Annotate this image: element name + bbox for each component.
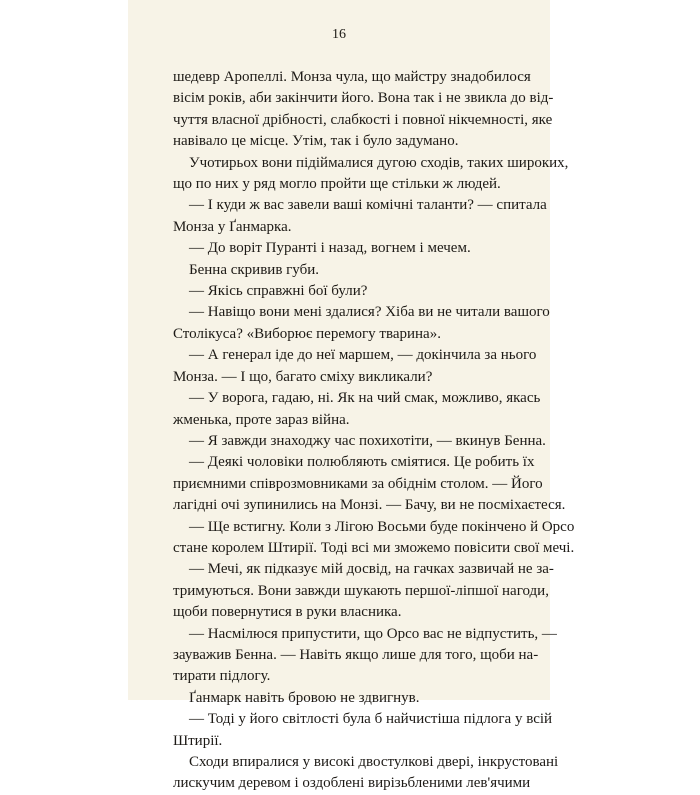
text-line: Сходи впиралися у високі двостулкові двері, інкрустовані	[189, 754, 559, 770]
text-line: — Мечі, як підказує мій досвід, на гачках зазвичай не за-	[189, 561, 554, 578]
text-line: тримуються. Вони завжди шукають першої-ліпшої нагоди,	[173, 582, 549, 599]
text-line: що по них у ряд могло пройти ще стільки ж людей.	[173, 176, 501, 193]
text-line: Штирії.	[173, 732, 223, 749]
text-line: — Ще встигну. Коли з Лігою Восьми буде покінчено й Орсо	[189, 518, 575, 535]
text-line: вісім років, аби закінчити його. Вона так і не звикла до від-	[173, 90, 554, 107]
text-line: чуття власної дрібності, слабкості і повної нікчемності, яке	[173, 111, 553, 128]
text-line: Монза. — І що, багато сміху викликали?	[173, 368, 433, 385]
text-line: — Насмілюся припустити, що Орсо вас не відпустить, —	[189, 625, 557, 642]
text-line: тирати підлогу.	[173, 668, 271, 685]
text-line: — Навіщо вони мені здалися? Хіба ви не читали вашого	[189, 304, 550, 321]
text-line: шедевр Аропеллі. Монза чула, що майстру знадобилося	[173, 69, 531, 85]
text-line: — У ворога, гадаю, ні. Як на чий смак, можливо, якась	[189, 390, 541, 407]
text-line: — До воріт Пуранті і назад, вогнем і мечем.	[189, 240, 471, 257]
text-line: стане королем Штирії. Тоді всі ми зможемо повісити свої мечі.	[173, 539, 575, 556]
text-line: Монза у Ґанмарка.	[173, 218, 292, 235]
text-line: лагідні очі зупинились на Монзі. — Бачу, ви не посміхаєтеся.	[173, 497, 566, 514]
text-line: щоби повернутися в руки власника.	[173, 604, 402, 621]
text-line: Столікуса? «Виборює перемогу тварина».	[173, 325, 441, 342]
text-line: Ґанмарк навіть бровою не здвигнув.	[189, 689, 420, 706]
book-page	[128, 0, 575, 792]
text-line: — А генерал іде до неї маршем, — докінчила за нього	[189, 347, 537, 364]
text-line: Учотирьох вони підіймалися дугою сходів, таких широких,	[189, 154, 569, 171]
text-line: Бенна скривив губи.	[189, 261, 320, 278]
text-line: — Деякі чоловіки полюбляють сміятися. Це робить їх	[189, 454, 535, 471]
body-text	[173, 67, 575, 795]
text-line: жменька, проте зараз війна.	[173, 411, 350, 428]
text-line: навівало це місце. Утім, так і було задумано.	[173, 133, 459, 150]
text-line: лискучим деревом і оздоблені вирізьбленими лев'ячими	[173, 775, 531, 792]
text-line: — Тоді у його світлості була б найчистіша підлога у всій	[189, 711, 553, 728]
text-line: — Якісь справжні бої були?	[189, 283, 368, 300]
text-line: зауважив Бенна. — Навіть якщо лише для того, щоби на-	[173, 646, 539, 663]
text-line: — І куди ж вас завели ваші комічні таланти? — спитала	[189, 197, 547, 214]
text-line: приємними співрозмовниками за обіднім столом. — Його	[173, 475, 543, 492]
page-number: 16	[332, 27, 346, 42]
text-line: — Я завжди знаходжу час похихотіти, — вкинув Бенна.	[189, 432, 546, 449]
